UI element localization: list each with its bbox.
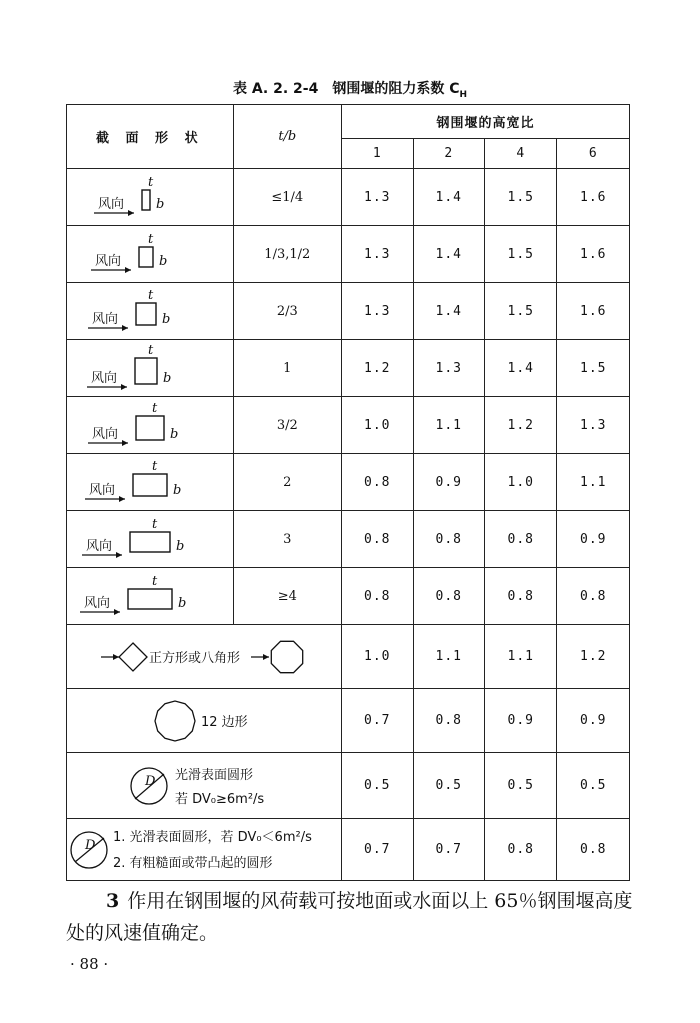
wind-direction-label: 风向 bbox=[94, 254, 121, 269]
value-cell: 0.8 bbox=[413, 568, 485, 625]
value-cell: 1.2 bbox=[485, 397, 557, 454]
header-col: 1 bbox=[342, 139, 414, 169]
ratio-cell: 2 bbox=[233, 454, 341, 511]
wind-direction-label: 风向 bbox=[88, 483, 115, 498]
value-cell: 1.1 bbox=[413, 397, 485, 454]
shape-label: 光滑表面圆形 bbox=[175, 767, 254, 783]
shape-cell bbox=[67, 283, 234, 340]
value-cell: 1.0 bbox=[342, 625, 414, 689]
value-cell: 0.8 bbox=[413, 511, 485, 568]
value-cell: 1.6 bbox=[557, 283, 630, 340]
value-cell: 1.0 bbox=[485, 454, 557, 511]
dimension-t-label: t bbox=[147, 343, 154, 358]
value-cell: 0.8 bbox=[342, 568, 414, 625]
table-caption bbox=[0, 78, 700, 100]
rect-section-diagram bbox=[70, 284, 230, 338]
value-cell: 1.3 bbox=[342, 169, 414, 226]
octagon-shape bbox=[271, 641, 302, 672]
condition-label: 1. 光滑表面圆形，若 DV₀＜6m²/s bbox=[113, 829, 312, 845]
rect-section-diagram bbox=[70, 569, 230, 623]
drag-coefficient-table bbox=[66, 104, 630, 881]
dimension-t-label: t bbox=[151, 401, 158, 416]
value-cell: 0.5 bbox=[342, 753, 414, 819]
header-col: 6 bbox=[557, 139, 630, 169]
shape-cell bbox=[67, 625, 342, 689]
value-cell: 1.3 bbox=[557, 397, 630, 454]
paragraph-text: 作用在钢围堰的风荷载可按地面或水面以上 65％钢围堰高度处的风速值确定。 bbox=[66, 890, 633, 944]
value-cell: 1.4 bbox=[413, 283, 485, 340]
value-cell: 1.3 bbox=[342, 226, 414, 283]
shape-cell bbox=[67, 397, 234, 454]
ratio-cell: 1/3,1/2 bbox=[233, 226, 341, 283]
value-cell: 1.1 bbox=[485, 625, 557, 689]
rect-section-diagram bbox=[70, 170, 230, 224]
ratio-cell: ≥4 bbox=[233, 568, 341, 625]
dimension-b-label: b bbox=[162, 371, 172, 386]
header-section-shape: 截 面 形 状 bbox=[67, 105, 234, 169]
wind-direction-label: 风向 bbox=[90, 371, 117, 386]
wind-direction-label: 风向 bbox=[85, 539, 112, 554]
value-cell: 1.5 bbox=[557, 340, 630, 397]
value-cell: 1.1 bbox=[557, 454, 630, 511]
shape-label: 12 边形 bbox=[201, 714, 248, 730]
value-cell: 0.8 bbox=[342, 454, 414, 511]
value-cell: 1.1 bbox=[413, 625, 485, 689]
table-title: 钢围堰的阻力系数 $C_H$ bbox=[332, 81, 468, 100]
rect-section-diagram bbox=[70, 455, 230, 509]
value-cell: 0.9 bbox=[413, 454, 485, 511]
shape-cell bbox=[67, 568, 234, 625]
value-cell: 0.8 bbox=[485, 511, 557, 568]
header-col: 4 bbox=[485, 139, 557, 169]
wind-direction-label: 风向 bbox=[97, 197, 124, 212]
value-cell: 1.5 bbox=[485, 283, 557, 340]
shape-cell bbox=[67, 511, 234, 568]
shape-cell bbox=[67, 819, 342, 881]
dimension-t-label: t bbox=[151, 574, 158, 589]
diameter-label: D bbox=[145, 773, 156, 789]
value-cell: 1.5 bbox=[485, 169, 557, 226]
ratio-cell: 3 bbox=[233, 511, 341, 568]
value-cell: 0.8 bbox=[557, 819, 630, 881]
condition-label: 若 DV₀≥6m²/s bbox=[175, 791, 265, 807]
value-cell: 1.4 bbox=[485, 340, 557, 397]
value-cell: 0.8 bbox=[485, 819, 557, 881]
value-cell: 1.3 bbox=[413, 340, 485, 397]
dimension-b-label: b bbox=[175, 539, 185, 554]
value-cell: 0.5 bbox=[413, 753, 485, 819]
table-number: 表 A. 2. 2-4 bbox=[232, 81, 319, 97]
dimension-t-label: t bbox=[151, 459, 158, 474]
value-cell: 1.6 bbox=[557, 226, 630, 283]
paragraph-number: 3 bbox=[106, 890, 120, 912]
page-number: · 88 · bbox=[70, 955, 109, 973]
rect-section-diagram bbox=[70, 512, 230, 566]
dimension-t-label: t bbox=[147, 288, 154, 303]
paragraph bbox=[66, 885, 646, 949]
value-cell: 1.2 bbox=[342, 340, 414, 397]
value-cell: 0.9 bbox=[485, 689, 557, 753]
value-cell: 0.5 bbox=[485, 753, 557, 819]
ratio-cell: 3/2 bbox=[233, 397, 341, 454]
ratio-cell: 1 bbox=[233, 340, 341, 397]
diameter-label: D bbox=[85, 837, 96, 853]
rough-circle-diagram bbox=[67, 821, 341, 879]
value-cell: 1.2 bbox=[557, 625, 630, 689]
dimension-t-label: t bbox=[151, 517, 158, 532]
dimension-t-label: t bbox=[147, 175, 154, 190]
dimension-b-label: b bbox=[172, 483, 182, 498]
value-cell: 0.7 bbox=[342, 819, 414, 881]
dimension-t-label: t bbox=[147, 232, 154, 247]
ratio-cell: ≤1/4 bbox=[233, 169, 341, 226]
rect-section-diagram bbox=[70, 341, 230, 395]
value-cell: 1.5 bbox=[485, 226, 557, 283]
value-cell: 0.9 bbox=[557, 511, 630, 568]
shape-cell bbox=[67, 340, 234, 397]
value-cell: 0.8 bbox=[413, 689, 485, 753]
dimension-b-label: b bbox=[177, 596, 187, 611]
value-cell: 0.7 bbox=[413, 819, 485, 881]
shape-cell bbox=[67, 169, 234, 226]
value-cell: 1.4 bbox=[413, 169, 485, 226]
value-cell: 1.6 bbox=[557, 169, 630, 226]
value-cell: 1.3 bbox=[342, 283, 414, 340]
dodecagon-diagram bbox=[67, 691, 341, 751]
wind-direction-label: 风向 bbox=[91, 427, 118, 442]
value-cell: 1.0 bbox=[342, 397, 414, 454]
shape-label: 正方形或八角形 bbox=[149, 650, 241, 666]
value-cell: 0.9 bbox=[557, 689, 630, 753]
condition-label: 2. 有粗糙面或带凸起的圆形 bbox=[113, 855, 273, 871]
value-cell: 0.8 bbox=[557, 568, 630, 625]
shape-cell bbox=[67, 753, 342, 819]
dimension-b-label: b bbox=[158, 254, 168, 269]
header-aspect-ratio: 钢围堰的高宽比 bbox=[342, 105, 630, 139]
shape-cell bbox=[67, 226, 234, 283]
dimension-b-label: b bbox=[155, 197, 165, 212]
octagon-diagram bbox=[67, 627, 341, 687]
wind-direction-label: 风向 bbox=[83, 596, 110, 611]
shape-cell bbox=[67, 689, 342, 753]
shape-cell bbox=[67, 454, 234, 511]
rect-section-diagram bbox=[70, 398, 230, 452]
value-cell: 0.8 bbox=[485, 568, 557, 625]
value-cell: 0.5 bbox=[557, 753, 630, 819]
dimension-b-label: b bbox=[169, 427, 179, 442]
ratio-cell: 2/3 bbox=[233, 283, 341, 340]
value-cell: 1.4 bbox=[413, 226, 485, 283]
wind-direction-label: 风向 bbox=[91, 312, 118, 327]
value-cell: 0.8 bbox=[342, 511, 414, 568]
rect-section-diagram bbox=[70, 227, 230, 281]
header-col: 2 bbox=[413, 139, 485, 169]
dimension-b-label: b bbox=[161, 312, 171, 327]
smooth-circle-diagram bbox=[67, 755, 341, 817]
header-ratio: t/b bbox=[233, 105, 341, 169]
value-cell: 0.7 bbox=[342, 689, 414, 753]
